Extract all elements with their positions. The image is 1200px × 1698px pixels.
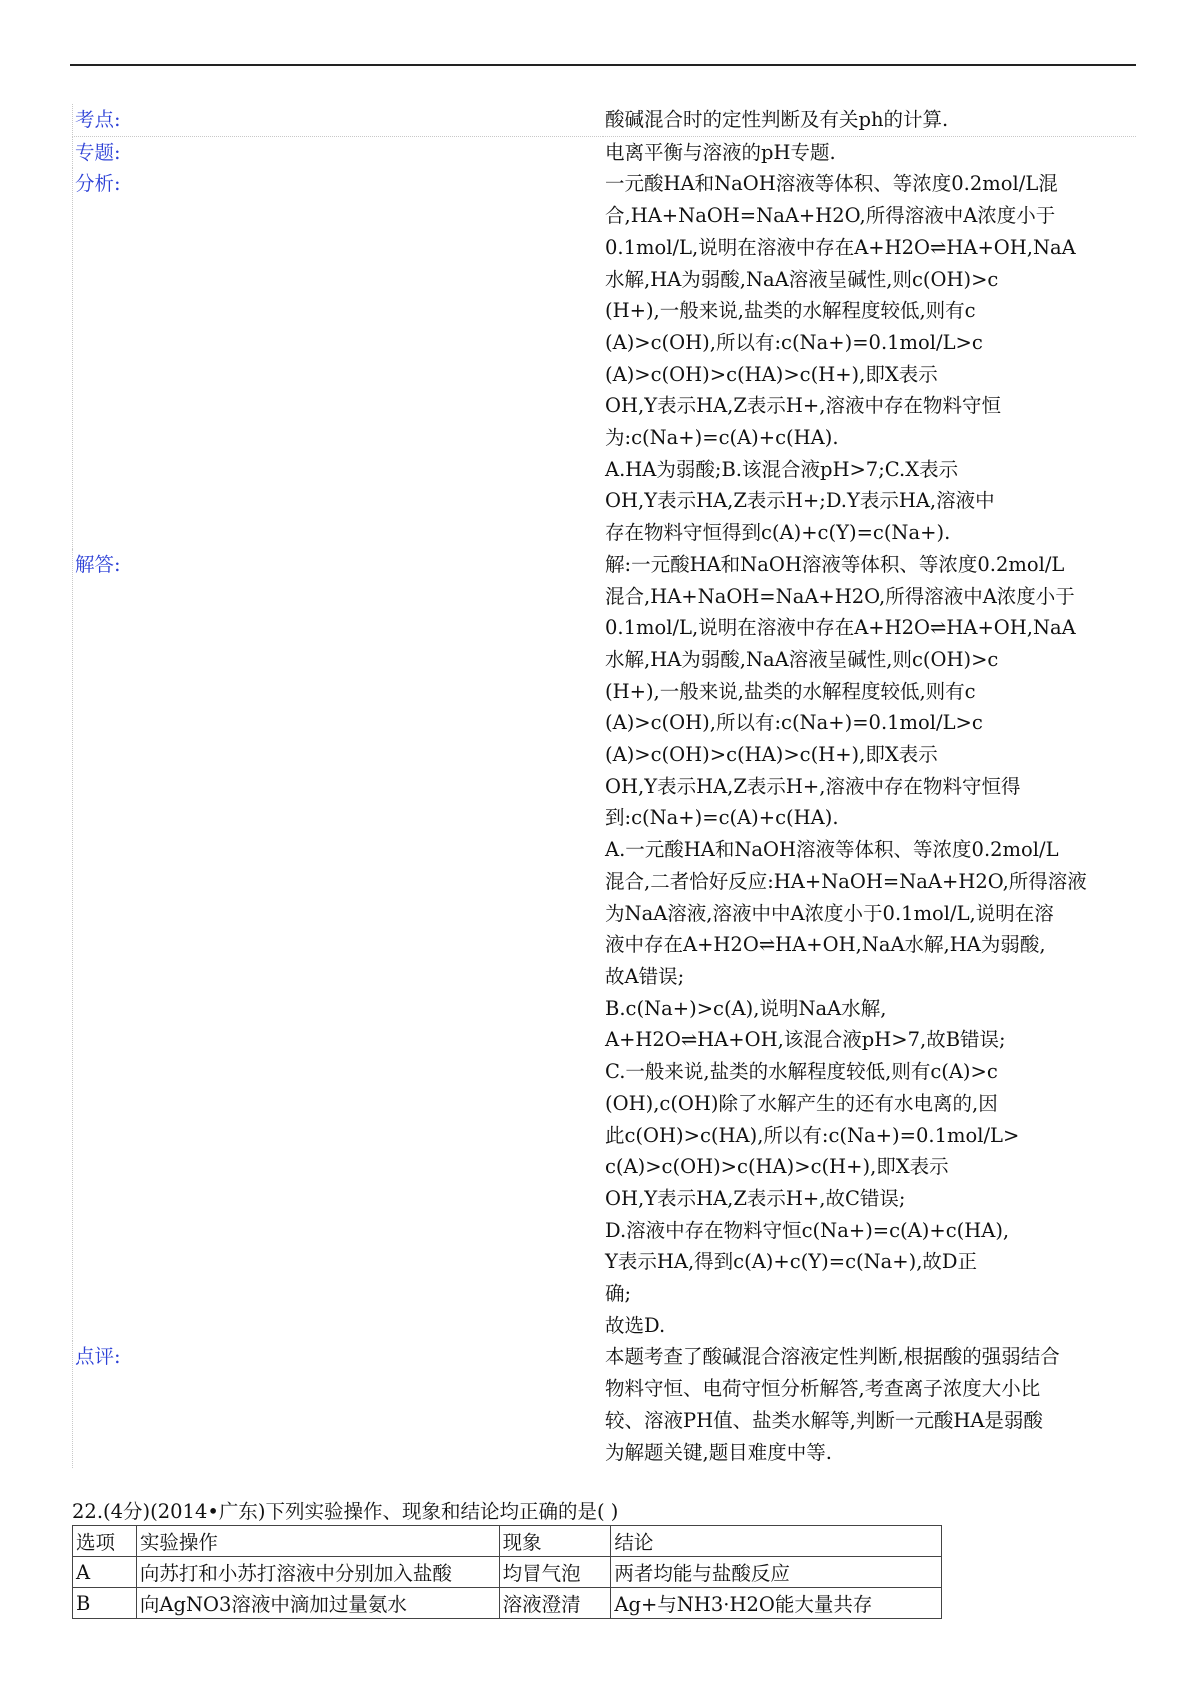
table-header-cell: 现象 xyxy=(499,1526,611,1557)
table-cell: 两者均能与盐酸反应 xyxy=(611,1557,942,1588)
jieda-line: (H+),一般来说,盐类的水解程度较低,则有c xyxy=(605,679,976,703)
jieda-line: A+H2O⇌HA+OH,该混合液pH>7,故B错误; xyxy=(605,1028,1006,1052)
text-jieda xyxy=(603,549,1136,1342)
jieda-line: OH,Y表示HA,Z表示H+,故C错误; xyxy=(605,1186,906,1210)
analysis-table xyxy=(72,104,1136,1468)
jieda-line: 故A错误; xyxy=(605,964,685,988)
row-kaodian xyxy=(73,104,1137,136)
dianping-line: 较、溶液PH值、盐类水解等,判断一元酸HA是弱酸 xyxy=(605,1408,1043,1432)
text-dianping xyxy=(603,1341,1136,1468)
jieda-line: C.一般来说,盐类的水解程度较低,则有c(A)>c xyxy=(605,1060,998,1084)
dianping-line: 为解题关键,题目难度中等. xyxy=(605,1440,832,1464)
jieda-line: 0.1mol/L,说明在溶液中存在A+H2O⇌HA+OH,NaA xyxy=(605,616,1076,640)
jieda-line: (OH),c(OH)除了水解产生的还有水电离的,因 xyxy=(605,1091,998,1115)
row-fenxi xyxy=(73,168,1137,548)
fenxi-line: A.HA为弱酸;B.该混合液pH>7;C.X表示 xyxy=(605,457,959,481)
text-zhuanti: 电离平衡与溶液的pH专题. xyxy=(605,140,836,164)
label-fenxi: 分析: xyxy=(73,168,604,548)
table-row xyxy=(73,1557,942,1588)
fenxi-line: 合,HA+NaOH=NaA+H2O,所得溶液中A浓度小于 xyxy=(605,204,1056,228)
jieda-line: 混合,HA+NaOH=NaA+H2O,所得溶液中A浓度小于 xyxy=(605,584,1075,608)
fenxi-line: (H+),一般来说,盐类的水解程度较低,则有c xyxy=(605,299,976,323)
row-dianping xyxy=(73,1341,1137,1468)
jieda-line: (A)>c(OH),所以有:c(Na+)=0.1mol/L>c xyxy=(605,711,983,735)
question-22-table xyxy=(72,1525,942,1619)
jieda-line: A.一元酸HA和NaOH溶液等体积、等浓度0.2mol/L xyxy=(605,838,1059,862)
jieda-line: (A)>c(OH)>c(HA)>c(H+),即X表示 xyxy=(605,743,938,767)
fenxi-line: OH,Y表示HA,Z表示H+;D.Y表示HA,溶液中 xyxy=(605,489,995,513)
table-cell: 向AgNO3溶液中滴加过量氨水 xyxy=(136,1588,499,1619)
question-22-stem: 22.(4分)(2014•广东)下列实验操作、现象和结论均正确的是( ) xyxy=(72,1500,619,1523)
label-kaodian: 考点: xyxy=(73,104,604,136)
label-jieda: 解答: xyxy=(73,549,604,1342)
table-cell: 向苏打和小苏打溶液中分别加入盐酸 xyxy=(136,1557,499,1588)
row-jieda xyxy=(73,549,1137,1342)
jieda-line: 此c(OH)>c(HA),所以有:c(Na+)=0.1mol/L> xyxy=(605,1123,1020,1147)
jieda-line: D.溶液中存在物料守恒c(Na+)=c(A)+c(HA), xyxy=(605,1218,1010,1242)
fenxi-line: 水解,HA为弱酸,NaA溶液呈碱性,则c(OH)>c xyxy=(605,267,999,291)
jieda-line: 故选D. xyxy=(605,1313,666,1337)
header-rule xyxy=(70,64,1136,66)
jieda-line: Y表示HA,得到c(A)+c(Y)=c(Na+),故D正 xyxy=(605,1250,978,1274)
table-cell: B xyxy=(73,1588,137,1619)
table-header-row xyxy=(73,1526,942,1557)
table-row xyxy=(73,1588,942,1619)
dianping-line: 本题考查了酸碱混合溶液定性判断,根据酸的强弱结合 xyxy=(605,1345,1060,1369)
table-cell: Ag+与NH3·H2O能大量共存 xyxy=(611,1588,942,1619)
jieda-line: 解:一元酸HA和NaOH溶液等体积、等浓度0.2mol/L xyxy=(605,552,1065,576)
table-cell: 均冒气泡 xyxy=(499,1557,611,1588)
jieda-line: OH,Y表示HA,Z表示H+,溶液中存在物料守恒得 xyxy=(605,774,1021,798)
label-dianping: 点评: xyxy=(73,1341,604,1468)
table-header-cell: 结论 xyxy=(611,1526,942,1557)
text-kaodian: 酸碱混合时的定性判断及有关ph的计算. xyxy=(603,104,1136,136)
fenxi-line: OH,Y表示HA,Z表示H+,溶液中存在物料守恒 xyxy=(605,394,1001,418)
label-zhuanti: 专题: xyxy=(73,136,604,168)
row-zhuanti xyxy=(73,136,1137,168)
dianping-line: 物料守恒、电荷守恒分析解答,考查离子浓度大小比 xyxy=(605,1377,1041,1401)
fenxi-line: 为:c(Na+)=c(A)+c(HA). xyxy=(605,426,839,450)
jieda-line: 确; xyxy=(605,1282,632,1306)
table-header-cell: 选项 xyxy=(73,1526,137,1557)
jieda-line: 液中存在A+H2O⇌HA+OH,NaA水解,HA为弱酸, xyxy=(605,933,1046,957)
table-cell: A xyxy=(73,1557,137,1588)
jieda-line: c(A)>c(OH)>c(HA)>c(H+),即X表示 xyxy=(605,1155,949,1179)
jieda-line: B.c(Na+)>c(A),说明NaA水解, xyxy=(605,996,887,1020)
jieda-line: 混合,二者恰好反应:HA+NaOH=NaA+H2O,所得溶液 xyxy=(605,869,1087,893)
fenxi-line: 一元酸HA和NaOH溶液等体积、等浓度0.2mol/L混 xyxy=(605,172,1058,196)
jieda-line: 到:c(Na+)=c(A)+c(HA). xyxy=(605,806,839,830)
fenxi-line: 0.1mol/L,说明在溶液中存在A+H2O⇌HA+OH,NaA xyxy=(605,235,1076,259)
table-header-cell: 实验操作 xyxy=(136,1526,499,1557)
text-fenxi xyxy=(603,168,1136,548)
jieda-line: 为NaA溶液,溶液中中A浓度小于0.1mol/L,说明在溶 xyxy=(605,901,1054,925)
fenxi-line: (A)>c(OH),所以有:c(Na+)=0.1mol/L>c xyxy=(605,330,983,354)
table-cell: 溶液澄清 xyxy=(499,1588,611,1619)
fenxi-line: 存在物料守恒得到c(A)+c(Y)=c(Na+). xyxy=(605,521,951,545)
fenxi-line: (A)>c(OH)>c(HA)>c(H+),即X表示 xyxy=(605,362,938,386)
jieda-line: 水解,HA为弱酸,NaA溶液呈碱性,则c(OH)>c xyxy=(605,647,999,671)
